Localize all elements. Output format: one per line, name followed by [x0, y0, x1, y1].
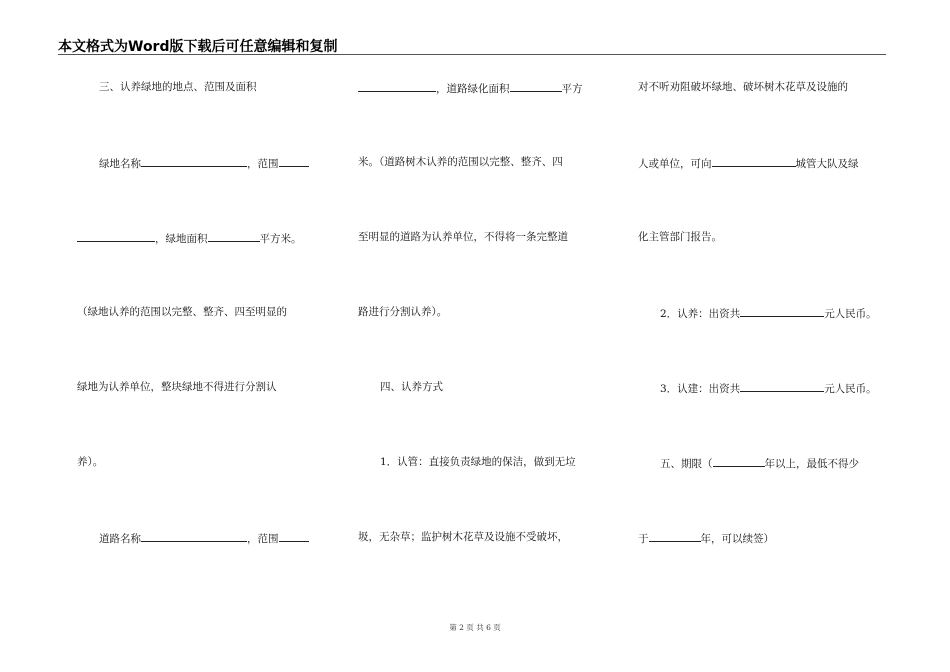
text-segment: （绿地认养的范围以完整、整齐、四至明显的 — [77, 306, 287, 318]
text-segment: 3．认建：出资共 — [660, 383, 741, 395]
text-segment: 城管大队及绿 — [795, 158, 859, 170]
text-segment: 圾，无杂草；监护树木花草及设施不受破坏， — [358, 531, 568, 543]
text-segment: ，绿地面积 — [155, 233, 208, 245]
text-segment: 元人民币。 — [824, 308, 877, 320]
text-segment: 元人民币。 — [824, 383, 877, 395]
fill-in-blank-line — [713, 455, 765, 467]
text-segment: ，道路绿化面积 — [436, 83, 510, 95]
text-line — [358, 230, 568, 244]
text-line — [638, 530, 774, 544]
text-line — [660, 455, 859, 469]
text-segment: 五、期限（ — [660, 458, 713, 470]
text-segment: 养）。 — [77, 456, 104, 468]
text-segment: 道路名称 — [99, 533, 141, 545]
fill-in-blank-line — [279, 530, 309, 542]
text-line — [358, 305, 447, 319]
text-line — [660, 380, 877, 394]
fill-in-blank-line — [510, 80, 562, 92]
text-line — [358, 80, 583, 94]
text-line — [358, 530, 568, 544]
text-segment: 化主管部门报告。 — [638, 231, 722, 243]
text-segment: ，范围 — [247, 158, 279, 170]
text-segment: 年以上，最低不得少 — [764, 458, 859, 470]
document-header-title: 本文格式为Word版下载后可任意编辑和复制 — [58, 39, 338, 55]
text-line — [660, 305, 877, 319]
fill-in-blank-line — [141, 155, 247, 167]
text-line — [380, 455, 576, 469]
page-number-footer: 第 2 页 共 6 页 — [449, 623, 501, 632]
text-segment: 米。（道路树木认养的范围以完整、整齐、四 — [358, 156, 563, 168]
fill-in-blank-line — [141, 530, 247, 542]
fill-in-blank-line — [649, 530, 701, 542]
text-segment: 对不听劝阻破坏绿地、破坏树木花草及设施的 — [638, 81, 848, 93]
text-segment: 人或单位，可向 — [638, 158, 712, 170]
text-segment: 路进行分割认养）。 — [358, 306, 448, 318]
text-segment: 四、认养方式 — [380, 381, 443, 393]
text-segment: 2．认养：出资共 — [660, 308, 741, 320]
text-line — [99, 80, 257, 94]
text-segment: ，范围 — [247, 533, 279, 545]
text-line — [380, 380, 443, 394]
text-line — [638, 80, 848, 94]
text-line — [77, 305, 287, 319]
text-segment: 三、认养绿地的地点、范围及面积 — [99, 81, 257, 93]
text-segment: 平方米。 — [259, 233, 302, 245]
fill-in-blank-line — [279, 155, 309, 167]
header-divider — [58, 54, 886, 55]
fill-in-blank-line — [712, 155, 796, 167]
fill-in-blank-line — [77, 230, 155, 242]
fill-in-blank-line — [740, 305, 824, 317]
fill-in-blank-line — [740, 380, 824, 392]
text-segment: 年，可以续签） — [700, 533, 774, 545]
text-segment: 1．认管：直接负责绿地的保洁，做到无垃 — [380, 456, 576, 468]
text-segment: 至明显的道路为认养单位，不得将一条完整道 — [358, 231, 568, 243]
text-line — [77, 380, 277, 394]
text-line — [99, 155, 309, 169]
text-line — [638, 155, 859, 169]
text-line — [358, 155, 563, 169]
fill-in-blank-line — [208, 230, 260, 242]
text-segment: 于 — [638, 533, 649, 545]
text-line — [77, 455, 103, 469]
text-segment: 绿地名称 — [99, 158, 141, 170]
text-segment: 平方 — [561, 83, 583, 95]
text-line — [77, 230, 302, 244]
text-line — [99, 530, 309, 544]
fill-in-blank-line — [358, 80, 436, 92]
text-segment: 绿地为认养单位，整块绿地不得进行分割认 — [77, 381, 277, 393]
text-line — [638, 230, 722, 244]
